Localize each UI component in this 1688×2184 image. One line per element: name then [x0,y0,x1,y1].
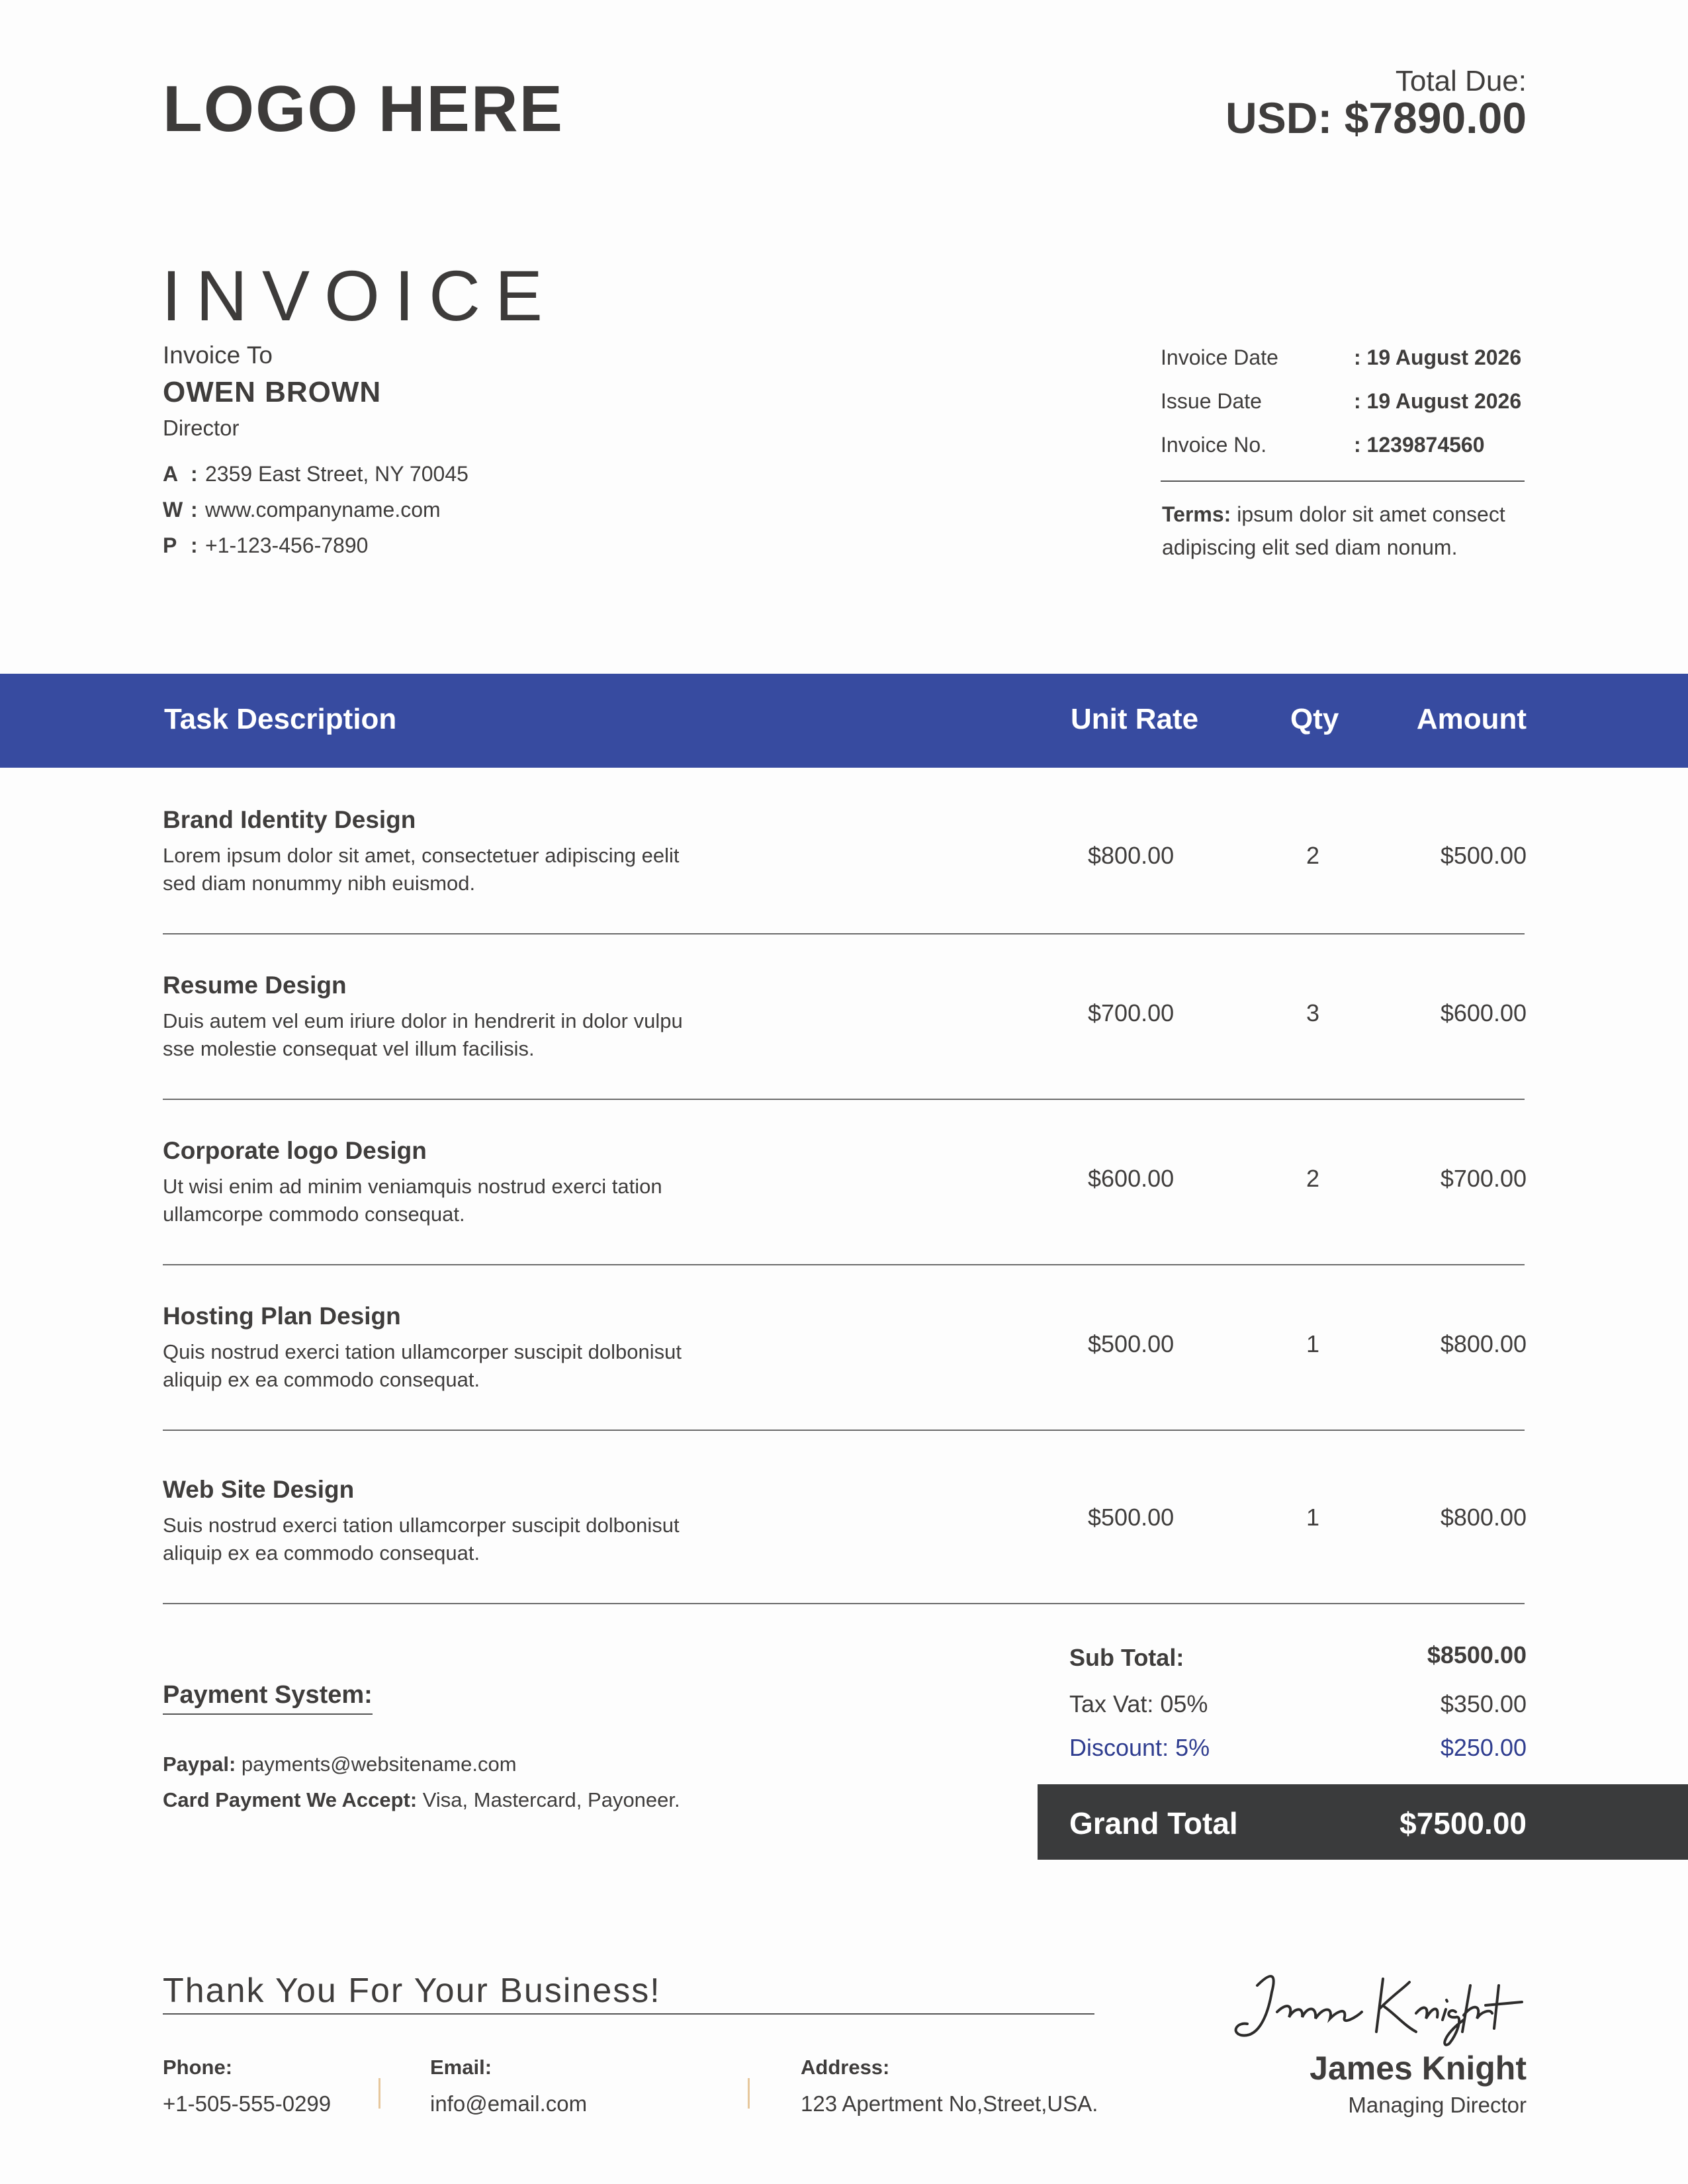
paypal-value: payments@websitename.com [236,1752,517,1776]
phone-value: +1-505-555-0299 [163,2091,332,2116]
row-qty: 2 [1306,842,1320,869]
payment-system-title: Payment System: [163,1681,373,1715]
row-qty: 2 [1306,1165,1320,1192]
terms-line-2: adipiscing elit sed diam nonum. [1162,535,1458,559]
signer-name: James Knight [1310,2050,1527,2087]
table-header [0,674,1688,768]
row-title: Brand Identity Design [163,806,416,833]
header-qty: Qty [1290,703,1339,735]
subtotal-label: Sub Total: [1069,1644,1184,1671]
row-rate: $800.00 [1088,842,1175,869]
row-divider [163,933,1525,934]
card-value: Visa, Mastercard, Payoneer. [417,1788,680,1811]
thank-you-message: Thank You For Your Business! [163,1972,661,2010]
footer-separator [378,2078,380,2109]
discount-value: $250.00 [1440,1734,1527,1761]
meta-issue-date [1161,389,1526,414]
contact-phone: P : +1-123-456-7890 [163,533,369,557]
client-name: OWEN BROWN [163,376,382,408]
row-amount: $700.00 [1440,1165,1527,1192]
total-due-label: Total Due: [1395,65,1527,97]
email-label: Email: [430,2056,492,2079]
row-desc-2: sse molestie consequat vel illum facilisis. [163,1037,535,1060]
meta-key: Issue Date [1161,389,1262,413]
row-title: Corporate logo Design [163,1137,427,1164]
payment-cards [163,1788,680,1812]
card-label: Card Payment We Accept: [163,1788,418,1811]
client-role: Director [163,416,240,440]
meta-value: : 19 August 2026 [1354,389,1522,413]
paypal-label: Paypal: [163,1752,236,1776]
meta-invoice-number [1161,433,1526,457]
row-divider [163,1264,1525,1265]
payment-paypal [163,1752,517,1776]
meta-key: Invoice Date [1161,345,1278,369]
footer-separator [748,2078,750,2109]
row-desc-1: Lorem ipsum dolor sit amet, consectetuer adipiscing eelit [163,844,680,867]
row-desc-1: Duis autem vel eum iriure dolor in hendrerit in dolor vulpu [163,1009,683,1032]
invoice-to-label: Invoice To [163,341,273,369]
row-desc-2: sed diam nonummy nibh euismod. [163,872,476,895]
contact-address: A : 2359 East Street, NY 70045 [163,462,468,486]
logo: LOGO HERE [163,72,564,145]
signature-image [1231,1966,1535,2052]
contact-key: W [163,498,183,522]
grand-total-value: $7500.00 [1399,1806,1527,1841]
row-amount: $500.00 [1440,842,1527,869]
row-rate: $500.00 [1088,1504,1175,1531]
row-title: Resume Design [163,972,347,999]
row-qty: 1 [1306,1504,1320,1531]
contact-key: A [163,462,179,486]
subtotal-value: $8500.00 [1427,1641,1527,1668]
row-desc-1: Ut wisi enim ad minim veniamquis nostrud exerci tation [163,1175,662,1198]
row-amount: $600.00 [1440,999,1527,1026]
terms-label: Terms: [1162,502,1231,526]
grand-total-label: Grand Total [1069,1806,1238,1841]
meta-invoice-date [1161,345,1526,370]
row-amount: $800.00 [1440,1504,1527,1531]
contact-value: 2359 East Street, NY 70045 [205,462,468,486]
row-rate: $700.00 [1088,999,1175,1026]
row-qty: 1 [1306,1330,1320,1357]
row-desc-1: Quis nostrud exerci tation ullamcorper suscipit dolbonisut [163,1340,682,1363]
grand-total-bar [1038,1784,1688,1860]
row-divider [163,1430,1525,1431]
discount-label: Discount: 5% [1069,1734,1210,1761]
footer-divider [163,2013,1094,2015]
invoice-title: INVOICE [161,255,558,336]
header-amount: Amount [1416,703,1527,735]
signer-role: Managing Director [1348,2093,1527,2117]
meta-key: Invoice No. [1161,433,1267,457]
row-amount: $800.00 [1440,1330,1527,1357]
row-desc-2: aliquip ex ea commodo consequat. [163,1541,480,1565]
row-divider [163,1603,1525,1604]
total-due-value: USD: $7890.00 [1225,93,1527,142]
contact-value: www.companyname.com [205,498,441,522]
email-value: info@email.com [430,2091,588,2116]
terms-line-1: ipsum dolor sit amet consect [1231,502,1505,526]
address-value: 123 Apertment No,Street,USA. [801,2091,1098,2116]
tax-value: $350.00 [1440,1690,1527,1717]
address-label: Address: [801,2056,890,2079]
header-description: Task Description [164,703,397,735]
row-divider [163,1099,1525,1100]
contact-value: +1-123-456-7890 [205,533,369,557]
terms [1162,498,1533,564]
meta-value: : 1239874560 [1354,433,1485,457]
row-rate: $600.00 [1088,1165,1175,1192]
contact-key: P [163,533,177,557]
row-desc-1: Suis nostrud exerci tation ullamcorper suscipit dolbonisut [163,1514,680,1537]
row-rate: $500.00 [1088,1330,1175,1357]
row-title: Hosting Plan Design [163,1302,401,1330]
row-title: Web Site Design [163,1476,355,1503]
row-desc-2: aliquip ex ea commodo consequat. [163,1368,480,1391]
row-desc-2: ullamcorpe commodo consequat. [163,1203,465,1226]
meta-value: : 19 August 2026 [1354,345,1522,369]
row-qty: 3 [1306,999,1320,1026]
phone-label: Phone: [163,2056,233,2079]
tax-label: Tax Vat: 05% [1069,1690,1208,1717]
meta-divider [1161,480,1525,482]
contact-website: W : www.companyname.com [163,498,441,522]
header-unit-rate: Unit Rate [1071,703,1199,735]
